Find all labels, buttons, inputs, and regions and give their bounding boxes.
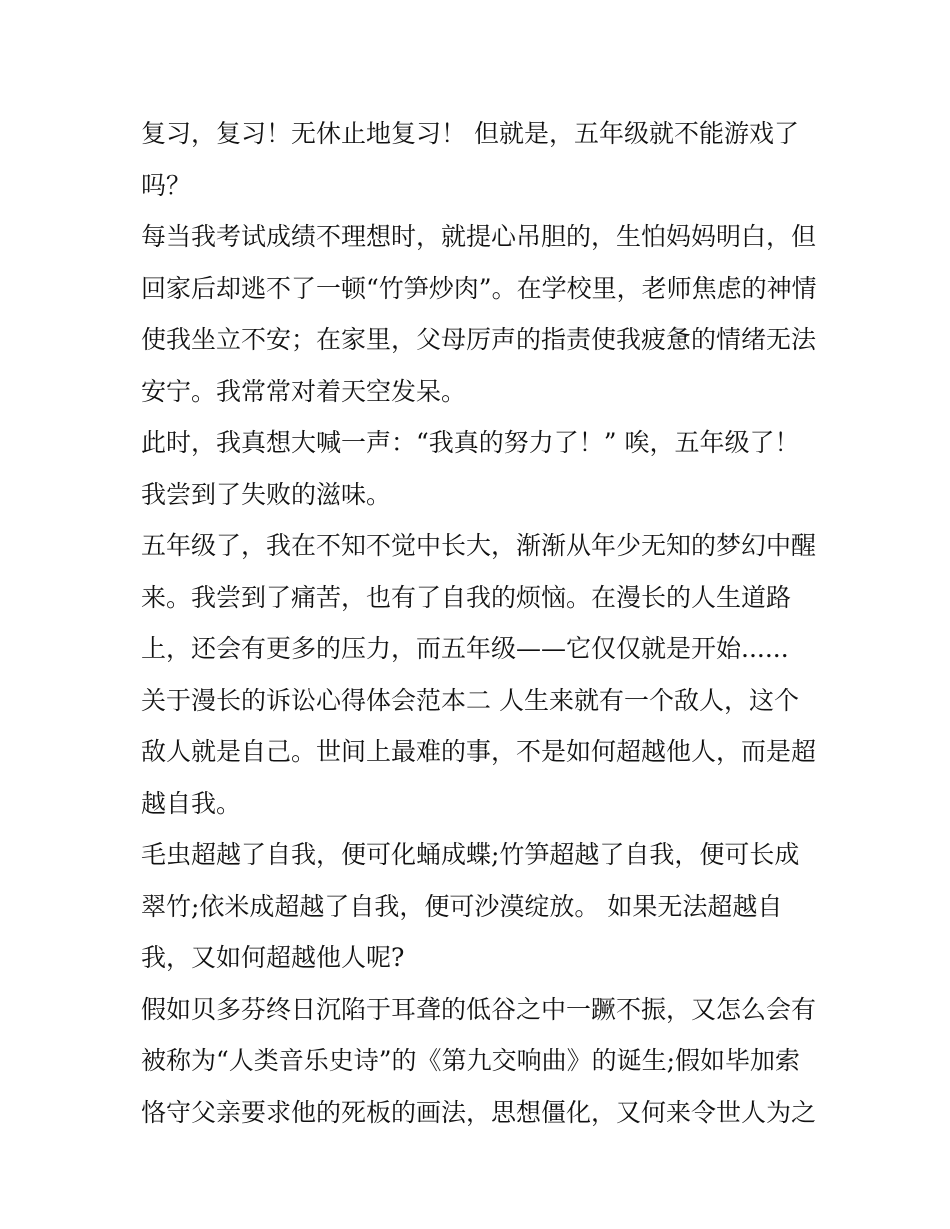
text-line: 安宁。我常常对着天空发呆。 [141,376,467,406]
text-line: 此时，我真想大喊一声：“我真的努力了！” 唉，五年级了！ [141,428,800,457]
text-line: 关于漫长的诉讼心得体会范本二 人生来就有一个敌人，这个 [141,685,799,715]
body-text [141,108,821,1138]
text-line: 复习，复习！无休止地复习！ 但就是，五年级就不能游戏了 [141,119,799,148]
text-line: 恪守父亲要求他的死板的画法，思想僵化，又何来令世人为之 [141,1097,817,1127]
text-line: 我尝到了失败的滋味。 [141,479,392,509]
text-line: 每当我考试成绩不理想时，就提心吊胆的，生怕妈妈明白，但 [141,222,817,251]
text-line: 越自我。 [141,788,242,818]
text-line: 上，还会有更多的压力，而五年级——它仅仅就是开始...... [141,634,789,663]
text-line: 吗？ [141,170,192,200]
text-line: 假如贝多芬终日沉陷于耳聋的低谷之中一蹶不振，又怎么会有 [141,994,817,1024]
text-line: 我，又如何超越他人呢? [141,943,405,972]
text-line: 回家后却逃不了一顿“竹笋炒肉”。在学校里，老师焦虑的神情 [141,273,817,303]
text-line: 被称为“人类音乐史诗”的《第九交响曲》的诞生;假如毕加索 [141,1046,800,1075]
text-line: 毛虫超越了自我，便可化蛹成蝶;竹笋超越了自我，便可长成 [141,840,800,869]
text-line: 来。我尝到了痛苦，也有了自我的烦恼。在漫长的人生道路 [141,582,792,612]
text-line: 翠竹;依米成超越了自我，便可沙漠绽放。 如果无法超越自 [141,891,783,921]
text-line: 敌人就是自己。世间上最难的事，不是如何超越他人，而是超 [141,737,817,766]
text-line: 使我坐立不安；在家里，父母厉声的指责使我疲惫的情绪无法 [141,325,817,354]
text-line: 五年级了，我在不知不觉中长大，渐渐从年少无知的梦幻中醒 [141,531,817,560]
